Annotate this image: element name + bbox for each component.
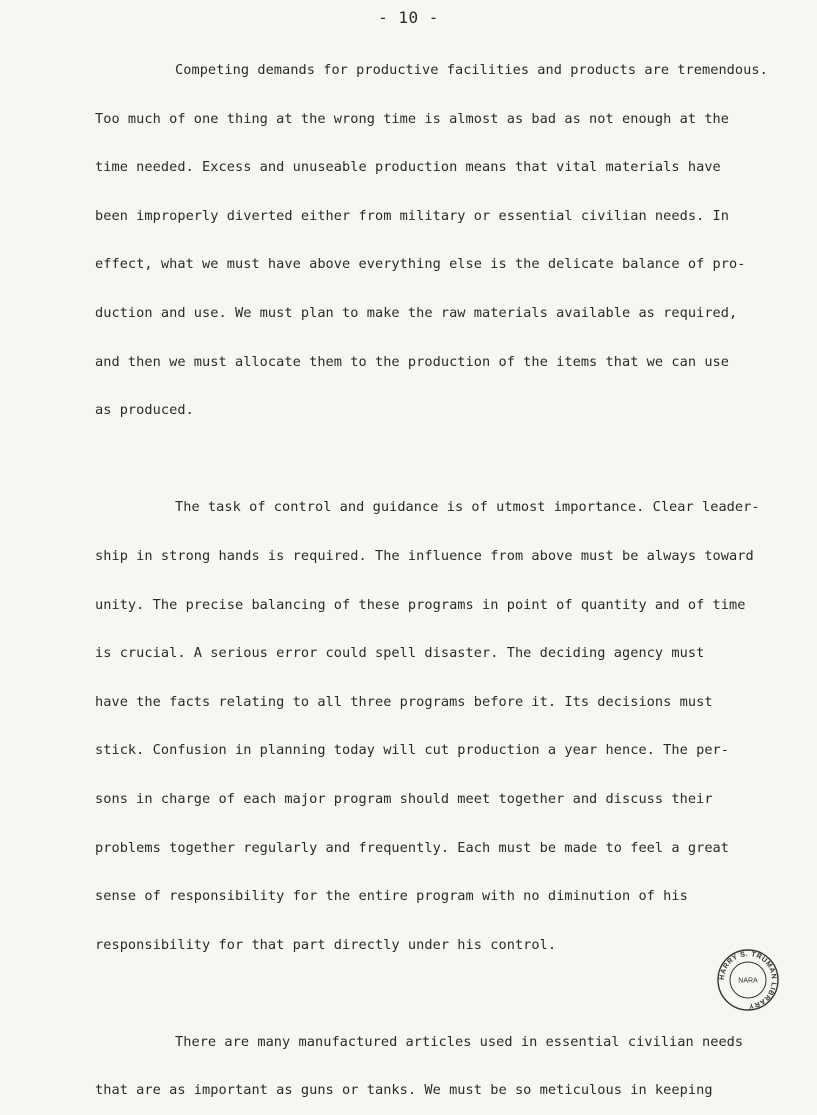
text-line: been improperly diverted either from military or essential civilian needs. In (95, 207, 730, 224)
text-line: as produced. (95, 402, 194, 419)
stamp-ring-text: HARRY S. TRUMAN LIBRARY (718, 950, 778, 1010)
text-line: effect, what we must have above everything else is the delicate balance of pro- (95, 256, 746, 273)
text-line: duction and use. We must plan to make the raw materials available as required, (95, 304, 738, 321)
text-line: sons in charge of each major program should meet together and discuss their (95, 790, 713, 807)
paragraph-gap (95, 969, 775, 1018)
body-text (95, 46, 778, 1115)
text-line: that are as important as guns or tanks. We must be so meticulous in keeping (95, 1082, 713, 1099)
text-line: and then we must allocate them to the production of the items that we can use (95, 353, 730, 370)
text-line: ship in strong hands is required. The influence from above must be always toward (95, 547, 754, 564)
text-line: Too much of one thing at the wrong time is almost as bad as not enough at the (95, 110, 730, 127)
text-line: problems together regularly and frequently. Each must be made to feel a great (95, 839, 730, 856)
text-line: There are many manufactured articles used in essential civilian needs (175, 1033, 744, 1050)
paragraph-gap (95, 435, 775, 484)
stamp-center-text: NARA (738, 977, 758, 985)
text-line: have the facts relating to all three programs before it. Its decisions must (95, 693, 713, 710)
text-line: sense of responsibility for the entire program with no diminution of his (95, 888, 688, 905)
text-line: Competing demands for productive facilities and products are tremendous. (175, 62, 768, 78)
text-line: stick. Confusion in planning today will cut production a year hence. The per- (95, 742, 730, 759)
text-line: responsibility for that part directly under his control. (95, 936, 557, 953)
page-number: - 10 - (378, 8, 439, 27)
text-line: is crucial. A serious error could spell disaster. The deciding agency must (95, 645, 705, 662)
text-line: time needed. Excess and unuseable production means that vital materials have (95, 159, 721, 176)
text-line: unity. The precise balancing of these programs in point of quantity and of time (95, 596, 746, 613)
library-stamp-icon (716, 948, 780, 1012)
text-line: The task of control and guidance is of utmost importance. Clear leader- (175, 499, 760, 516)
